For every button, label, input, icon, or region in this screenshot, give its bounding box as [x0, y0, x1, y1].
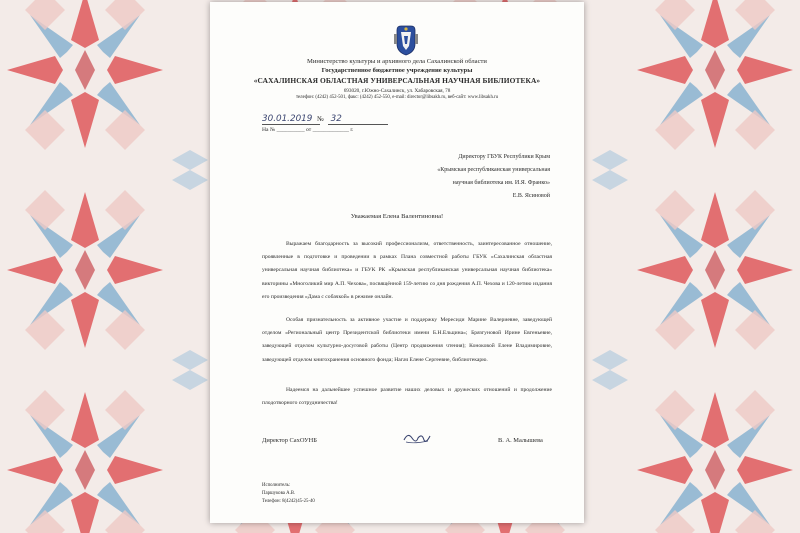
letter-page: [210, 2, 584, 523]
library-name: «САХАЛИНСКАЯ ОБЛАСТНАЯ УНИВЕРСАЛЬНАЯ НАУЧНАЯ БИБЛИОТЕКА»: [253, 76, 541, 85]
institution-type: Государственное бюджетное учреждение культуры: [321, 67, 473, 74]
greeting: Уважаемая Елена Валентиновна!: [350, 213, 444, 220]
reply-reference: На № __________ от _____________ г.: [262, 127, 354, 133]
executor-name: Паршукова А.В.: [262, 491, 296, 496]
executor-label: Исполнитель:: [262, 483, 291, 488]
signer-name: В. А. Малышева: [498, 437, 543, 444]
number-underline: [328, 124, 388, 125]
ministry-name: Министерство культуры и архивного дела Сахалинской области: [307, 58, 487, 65]
number-sign: №: [317, 115, 324, 123]
library-contacts: телефон: (4242) 452-501, факс: (4242) 452-550, e-mail: director@libsakh.ru, веб-сайт: www.libsakh.ru: [295, 95, 499, 100]
sakhalin-coat-of-arms-icon: [391, 22, 421, 56]
executor-phone: Телефон: 8(4242)45-25-40: [262, 499, 315, 504]
outgoing-number: 32: [330, 114, 342, 124]
addressee-line: научная библиотека им. И.Я. Франко»: [452, 180, 550, 186]
date-underline: [262, 124, 320, 125]
body-paragraph-1: Выражаем благодарность за высокий профессионализм, ответственность, заинтересованное отношение, проявленные в подготовке и проведении в рамках Плана совместной работы ГБУК «Сахалинская областная универсальная научная библиотека» и ГБУК РК «Крымская республиканская универсальная научная библиотека» викторины «Многоликий мир А.П. Чехова», посвящённой 159-летию со дня рождения А.П. Чехова и 120-летию издания его произведения «Дама с собачкой» в режиме онлайн.: [262, 241, 552, 300]
handwritten-signature-icon: [402, 430, 434, 446]
addressee-line: Е.В. Ясиновой: [512, 193, 550, 199]
signer-position: Директор СахОУНБ: [262, 437, 317, 444]
body-paragraph-3: Надеемся на дальнейшее успешное развитие наших деловых и дружеских отношений и продолжение плодотворного сотрудничества!: [262, 387, 552, 407]
library-address: 693020, г.Южно-Сахалинск, ул. Хабаровская, 78: [343, 88, 451, 94]
addressee-line: Директору ГБУК Республики Крым: [458, 154, 550, 160]
body-paragraph-2: Особая признательность за активное участие и поддержку Мересиди Марине Валериевне, заведующей отделом «Региональный центр Президентской библиотеки имени Б.Н.Ельцина»; Брязгуновой Ирине Евгеньевне, заведующей отделом культурно-досуговой работы (Центр продвижения чтения); Коноковой Елене Владимировне, заведующей отделом книгохранения основного фонда; Нагач Елене Сергеевне, библиотекарю.: [262, 317, 552, 363]
outgoing-date-number: [262, 115, 342, 124]
outgoing-date: 30.01.2019: [262, 114, 313, 124]
addressee-line: «Крымская республиканская универсальная: [437, 167, 550, 173]
